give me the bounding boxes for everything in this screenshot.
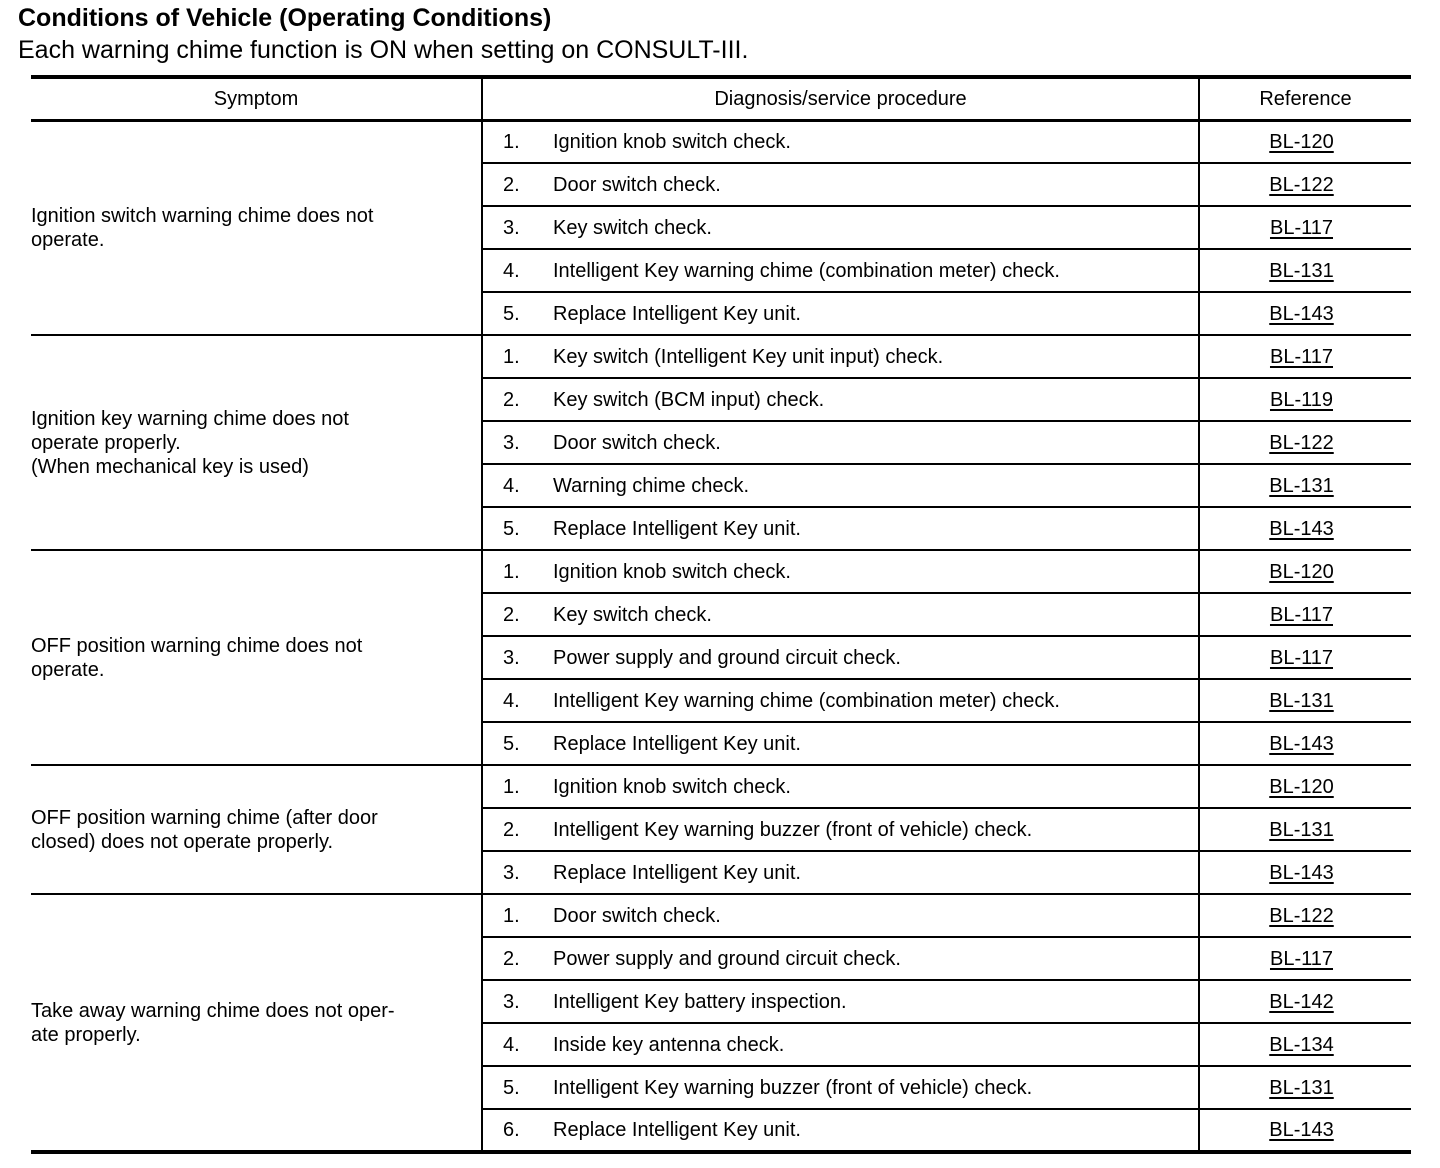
step-number: 1. — [503, 345, 520, 368]
symptom-text: operate. — [31, 228, 105, 251]
step-number: 5. — [503, 302, 520, 325]
reference-link[interactable]: BL-119 — [1269, 388, 1333, 411]
reference-link[interactable]: BL-122 — [1269, 904, 1334, 927]
symptom-text: OFF position warning chime does not — [31, 634, 363, 657]
procedure-cell — [482, 507, 1199, 550]
procedure-cell — [482, 421, 1199, 464]
step-text: Ignition knob switch check. — [553, 130, 791, 153]
step-text: Intelligent Key battery inspection. — [553, 990, 847, 1013]
reference-cell — [1199, 937, 1411, 980]
step-number: 3. — [503, 990, 520, 1013]
procedure-cell — [482, 679, 1199, 722]
step-text: Key switch (Intelligent Key unit input) check. — [553, 345, 944, 368]
step-text: Ignition knob switch check. — [553, 560, 791, 583]
step-text: Intelligent Key warning buzzer (front of vehicle) check. — [553, 818, 1033, 841]
procedure-cell — [482, 378, 1199, 421]
header-reference: Reference — [1199, 77, 1411, 120]
symptom-text: OFF position warning chime (after door — [31, 806, 378, 829]
reference-cell — [1199, 163, 1411, 206]
symptom-text: Take away warning chime does not oper- — [31, 999, 395, 1022]
step-number: 2. — [503, 388, 520, 411]
step-text: Intelligent Key warning buzzer (front of vehicle) check. — [553, 1076, 1033, 1099]
symptom-group — [31, 335, 1411, 550]
reference-cell — [1199, 464, 1411, 507]
symptom-cell — [31, 335, 482, 550]
reference-cell — [1199, 335, 1411, 378]
procedure-cell — [482, 1109, 1199, 1152]
reference-link[interactable]: BL-143 — [1269, 517, 1334, 540]
reference-link[interactable]: BL-117 — [1269, 345, 1333, 368]
step-number: 2. — [503, 947, 520, 970]
procedure-cell — [482, 1066, 1199, 1109]
table-header — [31, 77, 1411, 120]
step-text: Replace Intelligent Key unit. — [553, 732, 801, 755]
step-number: 1. — [503, 904, 520, 927]
procedure-cell — [482, 163, 1199, 206]
step-text: Power supply and ground circuit check. — [553, 646, 901, 669]
procedure-cell — [482, 636, 1199, 679]
reference-cell — [1199, 1023, 1411, 1066]
diagnosis-table — [31, 75, 1411, 1154]
procedure-cell — [482, 765, 1199, 808]
reference-cell — [1199, 894, 1411, 937]
reference-link[interactable]: BL-131 — [1269, 1076, 1334, 1099]
procedure-cell — [482, 292, 1199, 335]
table-header-row — [31, 77, 1411, 120]
step-text: Key switch check. — [553, 603, 712, 626]
step-number: 5. — [503, 732, 520, 755]
symptom-group — [31, 894, 1411, 1152]
step-number: 5. — [503, 517, 520, 540]
step-text: Replace Intelligent Key unit. — [553, 861, 801, 884]
symptom-text: Ignition key warning chime does not — [31, 407, 349, 430]
reference-link[interactable]: BL-143 — [1269, 302, 1334, 325]
step-text: Intelligent Key warning chime (combination meter) check. — [553, 259, 1060, 282]
reference-link[interactable]: BL-117 — [1269, 646, 1333, 669]
step-text: Door switch check. — [553, 173, 721, 196]
step-number: 4. — [503, 689, 520, 712]
step-text: Key switch (BCM input) check. — [553, 388, 825, 411]
table-row — [31, 894, 1411, 937]
step-text: Ignition knob switch check. — [553, 775, 791, 798]
symptom-cell — [31, 894, 482, 1152]
procedure-cell — [482, 206, 1199, 249]
step-text: Warning chime check. — [553, 474, 749, 497]
reference-link[interactable]: BL-122 — [1269, 173, 1334, 196]
step-number: 1. — [503, 560, 520, 583]
symptom-text: operate properly. — [31, 431, 181, 454]
procedure-cell — [482, 851, 1199, 894]
step-number: 1. — [503, 130, 520, 153]
symptom-text: Ignition switch warning chime does not — [31, 204, 374, 227]
step-number: 2. — [503, 818, 520, 841]
step-text: Inside key antenna check. — [553, 1033, 785, 1056]
reference-link[interactable]: BL-134 — [1269, 1033, 1334, 1056]
reference-cell — [1199, 851, 1411, 894]
step-text: Replace Intelligent Key unit. — [553, 302, 801, 325]
reference-link[interactable]: BL-143 — [1269, 1119, 1334, 1141]
symptom-group — [31, 120, 1411, 335]
reference-cell — [1199, 507, 1411, 550]
step-text: Door switch check. — [553, 431, 721, 454]
procedure-cell — [482, 894, 1199, 937]
reference-link[interactable]: BL-120 — [1269, 775, 1334, 798]
reference-link[interactable]: BL-117 — [1269, 603, 1333, 626]
page-subtitle: Each warning chime function is ON when setting on CONSULT-III. — [18, 36, 749, 64]
reference-link[interactable]: BL-131 — [1269, 689, 1334, 712]
symptom-group — [31, 765, 1411, 894]
procedure-cell — [482, 808, 1199, 851]
step-number: 5. — [503, 1076, 520, 1099]
reference-cell — [1199, 249, 1411, 292]
step-text: Intelligent Key warning chime (combination meter) check. — [553, 689, 1060, 712]
reference-link[interactable]: BL-131 — [1269, 259, 1334, 282]
reference-link[interactable]: BL-143 — [1269, 861, 1334, 884]
reference-cell — [1199, 636, 1411, 679]
step-number: 3. — [503, 431, 520, 454]
step-text: Door switch check. — [553, 904, 721, 927]
reference-link[interactable]: BL-120 — [1269, 130, 1334, 153]
reference-cell — [1199, 679, 1411, 722]
step-number: 4. — [503, 259, 520, 282]
step-number: 4. — [503, 474, 520, 497]
reference-link[interactable]: BL-131 — [1269, 818, 1334, 841]
symptom-group — [31, 550, 1411, 765]
table-row — [31, 120, 1411, 163]
step-text: Replace Intelligent Key unit. — [553, 517, 801, 540]
reference-cell — [1199, 808, 1411, 851]
step-text: Key switch check. — [553, 216, 712, 239]
table-row — [31, 550, 1411, 593]
symptom-text: closed) does not operate properly. — [31, 830, 334, 853]
reference-cell — [1199, 1109, 1411, 1152]
reference-cell — [1199, 292, 1411, 335]
procedure-cell — [482, 1023, 1199, 1066]
procedure-cell — [482, 980, 1199, 1023]
header-procedure: Diagnosis/service procedure — [482, 77, 1199, 120]
symptom-text: (When mechanical key is used) — [31, 455, 309, 478]
table-row — [31, 765, 1411, 808]
reference-cell — [1199, 1066, 1411, 1109]
step-text: Power supply and ground circuit check. — [553, 947, 901, 970]
table-row — [31, 335, 1411, 378]
reference-cell — [1199, 421, 1411, 464]
step-number: 6. — [503, 1119, 520, 1141]
reference-link[interactable]: BL-122 — [1269, 431, 1334, 454]
step-text: Replace Intelligent Key unit. — [553, 1119, 801, 1141]
reference-link[interactable]: BL-131 — [1269, 474, 1334, 497]
procedure-cell — [482, 593, 1199, 636]
reference-link[interactable]: BL-120 — [1269, 560, 1334, 583]
symptom-text: operate. — [31, 658, 105, 681]
reference-link[interactable]: BL-143 — [1269, 732, 1334, 755]
step-number: 1. — [503, 775, 520, 798]
reference-link[interactable]: BL-142 — [1269, 990, 1334, 1013]
reference-cell — [1199, 722, 1411, 765]
step-number: 2. — [503, 603, 520, 626]
symptom-text: ate properly. — [31, 1023, 141, 1046]
procedure-cell — [482, 120, 1199, 163]
step-number: 3. — [503, 861, 520, 884]
page-title: Conditions of Vehicle (Operating Conditions) — [18, 4, 552, 32]
step-number: 3. — [503, 216, 520, 239]
reference-cell — [1199, 120, 1411, 163]
reference-link[interactable]: BL-117 — [1269, 216, 1333, 239]
symptom-cell — [31, 120, 482, 335]
procedure-cell — [482, 335, 1199, 378]
reference-cell — [1199, 765, 1411, 808]
reference-cell — [1199, 378, 1411, 421]
procedure-cell — [482, 464, 1199, 507]
reference-cell — [1199, 593, 1411, 636]
step-number: 2. — [503, 173, 520, 196]
reference-link[interactable]: BL-117 — [1269, 947, 1333, 970]
procedure-cell — [482, 937, 1199, 980]
header-symptom: Symptom — [31, 77, 482, 120]
symptom-cell — [31, 765, 482, 894]
procedure-cell — [482, 722, 1199, 765]
procedure-cell — [482, 550, 1199, 593]
step-number: 4. — [503, 1033, 520, 1056]
symptom-cell — [31, 550, 482, 765]
reference-cell — [1199, 980, 1411, 1023]
reference-cell — [1199, 206, 1411, 249]
procedure-cell — [482, 249, 1199, 292]
step-number: 3. — [503, 646, 520, 669]
reference-cell — [1199, 550, 1411, 593]
